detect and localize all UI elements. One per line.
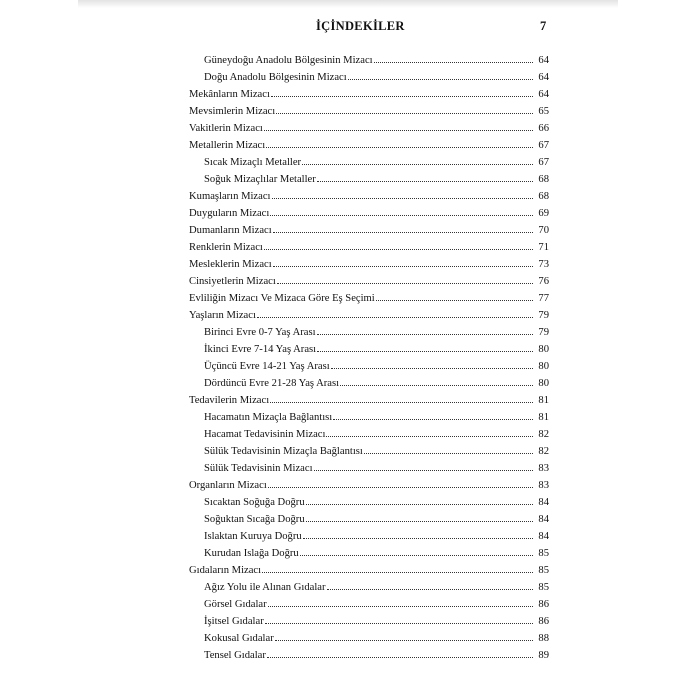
toc-entry-title: İkinci Evre 7-14 Yaş Arası bbox=[204, 344, 317, 355]
toc-entry-page: 84 bbox=[538, 531, 549, 542]
toc-entry bbox=[189, 562, 549, 579]
toc-entry bbox=[189, 188, 549, 205]
toc-dot-leader bbox=[268, 477, 533, 488]
toc-entry-page: 85 bbox=[538, 582, 549, 593]
toc-entry-title: Islaktan Kuruya Doğru bbox=[204, 531, 302, 542]
toc-entry bbox=[189, 120, 549, 137]
toc-entry bbox=[189, 341, 549, 358]
toc-entry-page: 85 bbox=[538, 548, 549, 559]
toc-entry-title: Sülük Tedavisinin Mizacı bbox=[204, 463, 313, 474]
toc-entry-page: 86 bbox=[538, 599, 549, 610]
toc-dot-leader bbox=[264, 120, 533, 131]
toc-entry bbox=[189, 528, 549, 545]
page-edge-shadow bbox=[78, 0, 618, 8]
toc-entry-page: 82 bbox=[538, 446, 549, 457]
toc-dot-leader bbox=[306, 511, 533, 522]
toc-entry-title: Metallerin Mizacı bbox=[189, 140, 266, 151]
toc-entry-title: Dumanların Mizacı bbox=[189, 225, 272, 236]
toc-dot-leader bbox=[364, 443, 533, 454]
toc-entry bbox=[189, 511, 549, 528]
toc-entry-page: 76 bbox=[538, 276, 549, 287]
toc-entry bbox=[189, 613, 549, 630]
toc-dot-leader bbox=[340, 375, 533, 386]
toc-entry bbox=[189, 171, 549, 188]
toc-dot-leader bbox=[271, 86, 533, 97]
toc-entry bbox=[189, 273, 549, 290]
toc-entry-title: Renklerin Mizacı bbox=[189, 242, 263, 253]
toc-dot-leader bbox=[268, 596, 533, 607]
page-header bbox=[0, 19, 700, 37]
toc-entry-title: Mevsimlerin Mizacı bbox=[189, 106, 276, 117]
toc-entry-page: 82 bbox=[538, 429, 549, 440]
toc-dot-leader bbox=[273, 256, 533, 267]
toc-entry-title: Gıdaların Mizacı bbox=[189, 565, 262, 576]
toc-entry bbox=[189, 477, 549, 494]
toc-entry-title: Sıcak Mizaçlı Metaller bbox=[204, 157, 302, 168]
toc-dot-leader bbox=[273, 222, 533, 233]
toc-entry-page: 64 bbox=[538, 72, 549, 83]
toc-entry-title: Soğuk Mizaçlılar Metaller bbox=[204, 174, 316, 185]
toc-entry-page: 80 bbox=[538, 361, 549, 372]
toc-entry-page: 85 bbox=[538, 565, 549, 576]
toc-entry bbox=[189, 596, 549, 613]
toc-entry bbox=[189, 443, 549, 460]
toc-dot-leader bbox=[300, 545, 533, 556]
toc-entry bbox=[189, 154, 549, 171]
toc-entry bbox=[189, 205, 549, 222]
toc-entry bbox=[189, 103, 549, 120]
toc-entry bbox=[189, 375, 549, 392]
toc-entry-title: Cinsiyetlerin Mizacı bbox=[189, 276, 276, 287]
toc-entry-title: Evliliğin Mizacı Ve Mizaca Göre Eş Seçimi bbox=[189, 293, 375, 304]
toc-dot-leader bbox=[317, 341, 533, 352]
toc-entry bbox=[189, 137, 549, 154]
toc-entry bbox=[189, 579, 549, 596]
toc-entry-title: Hacamat Tedavisinin Mizacı bbox=[204, 429, 326, 440]
toc-dot-leader bbox=[276, 103, 533, 114]
toc-entry-page: 88 bbox=[538, 633, 549, 644]
toc-entry-page: 84 bbox=[538, 514, 549, 525]
toc-entry-title: Yaşların Mizacı bbox=[189, 310, 256, 321]
toc-entry-page: 67 bbox=[538, 140, 549, 151]
toc-entry-title: Birinci Evre 0-7 Yaş Arası bbox=[204, 327, 316, 338]
toc-entry-title: İşitsel Gıdalar bbox=[204, 616, 264, 627]
toc-dot-leader bbox=[306, 494, 533, 505]
toc-dot-leader bbox=[303, 528, 533, 539]
toc-dot-leader bbox=[317, 324, 533, 335]
toc-entry-title: Organların Mizacı bbox=[189, 480, 267, 491]
toc-entry bbox=[189, 69, 549, 86]
toc-entry-page: 67 bbox=[538, 157, 549, 168]
toc-dot-leader bbox=[348, 69, 533, 80]
toc-entry-title: Doğu Anadolu Bölgesinin Mizacı bbox=[204, 72, 347, 83]
toc-entry bbox=[189, 86, 549, 103]
toc-entry-page: 73 bbox=[538, 259, 549, 270]
toc-entry-page: 64 bbox=[538, 89, 549, 100]
toc-dot-leader bbox=[327, 579, 533, 590]
toc-dot-leader bbox=[314, 460, 533, 471]
toc-entry bbox=[189, 647, 549, 664]
toc-dot-leader bbox=[270, 392, 533, 403]
toc-dot-leader bbox=[262, 562, 533, 573]
toc-entry-page: 80 bbox=[538, 344, 549, 355]
toc-dot-leader bbox=[272, 188, 534, 199]
toc-dot-leader bbox=[267, 647, 533, 658]
toc-entry-page: 71 bbox=[538, 242, 549, 253]
toc-dot-leader bbox=[266, 137, 533, 148]
toc-entry-page: 81 bbox=[538, 412, 549, 423]
toc-entry bbox=[189, 52, 549, 69]
toc-entry-title: Tensel Gıdalar bbox=[204, 650, 266, 661]
toc-entry-title: Sülük Tedavisinin Mizaçla Bağlantısı bbox=[204, 446, 363, 457]
toc-entry bbox=[189, 290, 549, 307]
toc-dot-leader bbox=[326, 426, 533, 437]
toc-entry-page: 68 bbox=[538, 174, 549, 185]
toc-entry-page: 80 bbox=[538, 378, 549, 389]
toc-entry-page: 81 bbox=[538, 395, 549, 406]
toc-entry-title: Vakitlerin Mizacı bbox=[189, 123, 263, 134]
toc-dot-leader bbox=[331, 358, 533, 369]
toc-dot-leader bbox=[270, 205, 533, 216]
toc-entry-page: 89 bbox=[538, 650, 549, 661]
toc-entry-title: Görsel Gıdalar bbox=[204, 599, 267, 610]
toc-entry bbox=[189, 545, 549, 562]
toc-entry bbox=[189, 630, 549, 647]
toc-entry-page: 86 bbox=[538, 616, 549, 627]
toc-entry-title: Hacamatın Mizaçla Bağlantısı bbox=[204, 412, 333, 423]
toc-entry-page: 68 bbox=[538, 191, 549, 202]
toc-entry-title: Kurudan Islağa Doğru bbox=[204, 548, 299, 559]
toc-entry-page: 79 bbox=[538, 310, 549, 321]
table-of-contents bbox=[189, 52, 549, 664]
toc-entry bbox=[189, 358, 549, 375]
toc-entry-title: Üçüncü Evre 14-21 Yaş Arası bbox=[204, 361, 330, 372]
toc-entry-title: Mekânların Mizacı bbox=[189, 89, 270, 100]
toc-entry-title: Dördüncü Evre 21-28 Yaş Arası bbox=[204, 378, 340, 389]
toc-entry-title: Duyguların Mizacı bbox=[189, 208, 270, 219]
toc-entry bbox=[189, 324, 549, 341]
toc-dot-leader bbox=[264, 239, 533, 250]
toc-dot-leader bbox=[376, 290, 533, 301]
toc-dot-leader bbox=[333, 409, 533, 420]
toc-entry-page: 64 bbox=[538, 55, 549, 66]
toc-entry-title: Güneydoğu Anadolu Bölgesinin Mizacı bbox=[204, 55, 373, 66]
toc-dot-leader bbox=[374, 52, 533, 63]
toc-entry bbox=[189, 392, 549, 409]
toc-entry-page: 77 bbox=[538, 293, 549, 304]
toc-entry-title: Kumaşların Mizacı bbox=[189, 191, 271, 202]
toc-entry-title: Kokusal Gıdalar bbox=[204, 633, 274, 644]
toc-entry bbox=[189, 256, 549, 273]
toc-entry-title: Ağız Yolu ile Alınan Gıdalar bbox=[204, 582, 326, 593]
toc-entry-page: 70 bbox=[538, 225, 549, 236]
toc-entry bbox=[189, 494, 549, 511]
toc-entry-title: Tedavilerin Mizacı bbox=[189, 395, 270, 406]
toc-dot-leader bbox=[265, 613, 533, 624]
toc-dot-leader bbox=[277, 273, 533, 284]
toc-dot-leader bbox=[317, 171, 533, 182]
toc-entry-page: 83 bbox=[538, 480, 549, 491]
toc-entry-title: Mesleklerin Mizacı bbox=[189, 259, 272, 270]
page-title: İÇİNDEKİLER bbox=[316, 19, 405, 33]
toc-entry-title: Sıcaktan Soğuğa Doğru bbox=[204, 497, 305, 508]
toc-entry bbox=[189, 426, 549, 443]
toc-entry-page: 83 bbox=[538, 463, 549, 474]
toc-entry-page: 66 bbox=[538, 123, 549, 134]
toc-entry-page: 79 bbox=[538, 327, 549, 338]
toc-entry bbox=[189, 222, 549, 239]
toc-entry bbox=[189, 307, 549, 324]
toc-dot-leader bbox=[275, 630, 533, 641]
toc-dot-leader bbox=[257, 307, 533, 318]
toc-entry-page: 69 bbox=[538, 208, 549, 219]
page-number: 7 bbox=[540, 19, 547, 33]
toc-dot-leader bbox=[302, 154, 533, 165]
toc-entry bbox=[189, 409, 549, 426]
toc-entry-page: 84 bbox=[538, 497, 549, 508]
toc-entry-page: 65 bbox=[538, 106, 549, 117]
toc-entry bbox=[189, 460, 549, 477]
toc-entry bbox=[189, 239, 549, 256]
toc-entry-title: Soğuktan Sıcağa Doğru bbox=[204, 514, 305, 525]
